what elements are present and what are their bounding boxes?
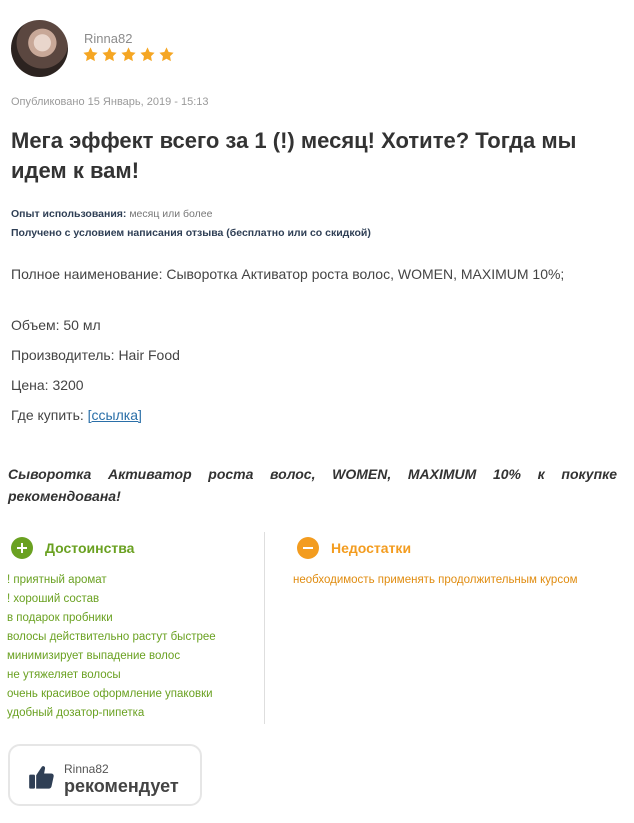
product-price: Цена: 3200 bbox=[11, 377, 84, 393]
review-title: Мега эффект всего за 1 (!) месяц! Хотите? Тогда мы идем к вам! bbox=[11, 128, 577, 183]
cons-item: необходимость применять продолжительным курсом bbox=[293, 574, 578, 586]
star-icon bbox=[101, 46, 118, 63]
pros-item: ! хороший состав bbox=[7, 593, 100, 605]
pros-item: в подарок пробники bbox=[7, 612, 113, 624]
pros-item: не утяжеляет волосы bbox=[7, 669, 121, 681]
pros-item: волосы действительно растут быстрее bbox=[7, 631, 216, 643]
reviewer-name[interactable]: Rinna82 bbox=[84, 31, 133, 46]
pros-title: Достоинства bbox=[45, 540, 135, 556]
product-full-name: Полное наименование: Сыворотка Активатор роста волос, WOMEN, MAXIMUM 10%; bbox=[11, 266, 565, 282]
thumbs-up-icon bbox=[28, 763, 56, 791]
pros-item: очень красивое оформление упаковки bbox=[7, 688, 213, 700]
experience-label: Опыт использования: bbox=[11, 208, 127, 220]
experience-row bbox=[11, 208, 212, 220]
pros-list bbox=[7, 571, 216, 723]
where-to-buy-label: Где купить: bbox=[11, 407, 84, 423]
where-to-buy bbox=[11, 405, 142, 425]
pros-cons-divider bbox=[264, 532, 265, 724]
user-avatar[interactable] bbox=[11, 20, 68, 77]
cons-header bbox=[297, 537, 411, 559]
pros-header bbox=[11, 537, 134, 559]
cons-title: Недостатки bbox=[331, 540, 412, 556]
star-icon bbox=[158, 46, 175, 63]
recommend-badge bbox=[8, 744, 202, 806]
published-date: Опубликовано 15 Январь, 2019 - 15:13 bbox=[11, 96, 209, 108]
product-volume: Объем: 50 мл bbox=[11, 317, 101, 333]
pros-item: удобный дозатор-пипетка bbox=[7, 707, 145, 719]
review-verdict: Сыворотка Активатор роста волос, WOMEN, MAXIMUM 10% к покупке рекомендована! bbox=[8, 466, 617, 504]
star-icon bbox=[120, 46, 137, 63]
product-manufacturer: Производитель: Hair Food bbox=[11, 347, 180, 363]
where-to-buy-link[interactable]: [ссылка] bbox=[87, 407, 142, 423]
rating-stars bbox=[82, 46, 175, 63]
experience-value: месяц или более bbox=[129, 208, 213, 220]
minus-icon bbox=[297, 537, 319, 559]
star-icon bbox=[139, 46, 156, 63]
star-icon bbox=[82, 46, 99, 63]
pros-item: минимизирует выпадение волос bbox=[7, 650, 181, 662]
recommend-label: рекомендует bbox=[64, 776, 179, 796]
plus-icon bbox=[11, 537, 33, 559]
recommend-username: Rinna82 bbox=[64, 762, 109, 776]
pros-item: ! приятный аромат bbox=[7, 574, 107, 586]
review-condition: Получено с условием написания отзыва (бесплатно или со скидкой) bbox=[11, 227, 371, 239]
